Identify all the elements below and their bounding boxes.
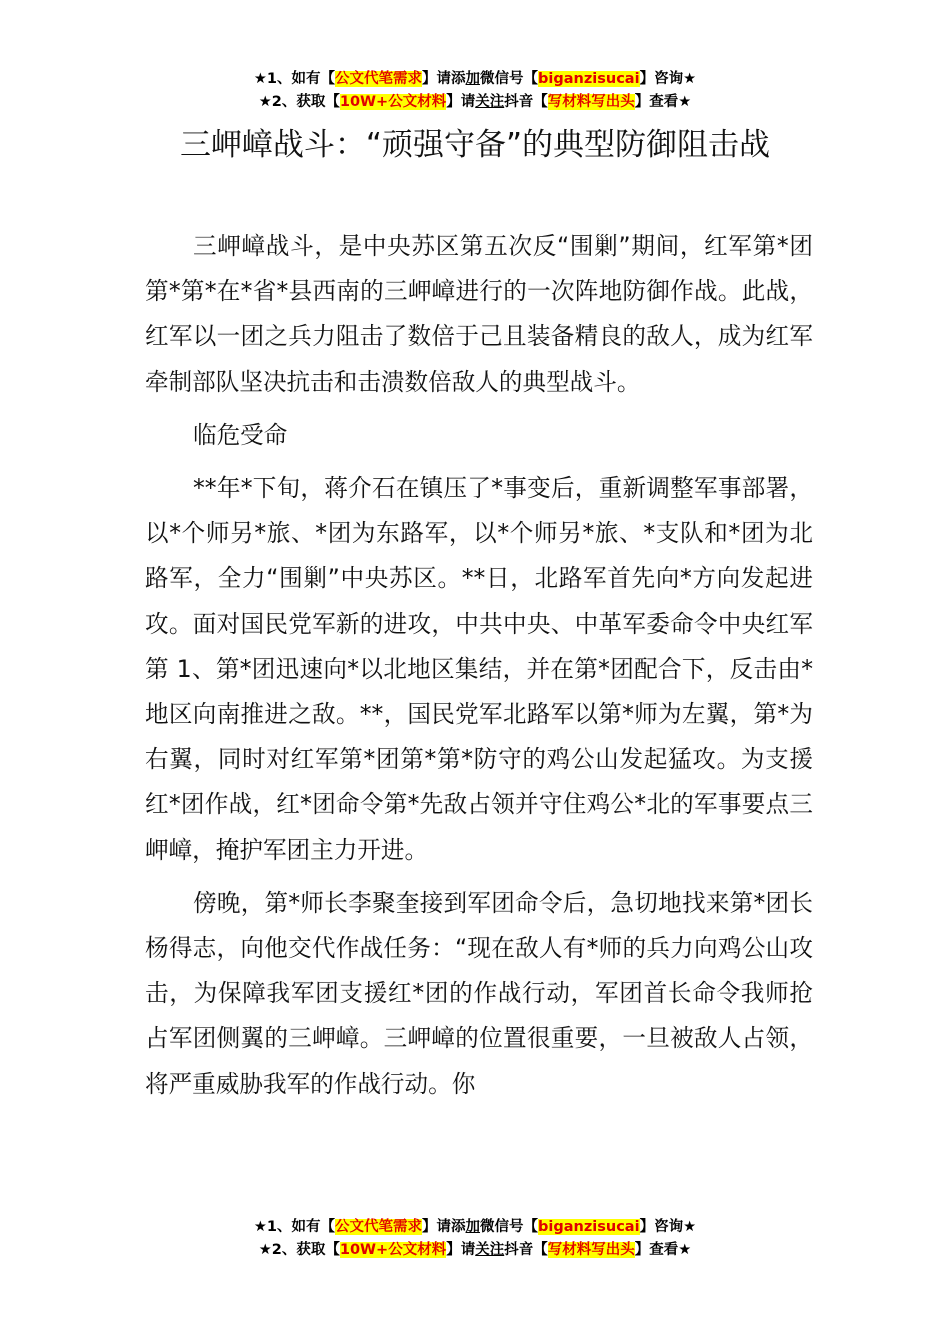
promo-text: ★2、获取【 — [258, 1242, 340, 1258]
promo-text: ★1、如有【 — [253, 1219, 336, 1235]
promo-line-2 — [0, 91, 950, 114]
document-title: 三岬嶂战斗：“顽强守备”的典型防御阻击战 — [179, 127, 771, 163]
promo-text: 】请 — [446, 1242, 476, 1258]
promo-underlined-text: 关注 — [475, 1242, 505, 1258]
promo-highlight: 写材料写出头 — [547, 94, 635, 110]
paragraph-background: **年*下旬，蒋介石在镇压了*事变后，重新调整军事部署，以*个师另*旅、*团为东路军，以*个师另*旅、*支队和*团为北路军，全力“围剿”中央苏区。**日，北路军首先向*方向发起进攻。面对国民党军新的进攻，中共中央、中革军委命令中央红军第 1、第*团迅速向*以北地区集结，并在第*团配合下，反击由*地区向南推进之敌。**，国民党军北路军以第*师为左翼，第*为右翼，同时对红军第*团第*第*防守的鸡公山发起猛攻。为支援红*团作战，红*团命令第*先敌占领并守住鸡公*北的军事要点三岬嶂，掩护军团主力开进。 — [145, 474, 813, 864]
promo-underlined-text: 加 — [465, 1219, 481, 1235]
promo-highlight: biganzisucai — [538, 71, 640, 87]
promo-banner-bottom — [0, 1216, 950, 1262]
promo-highlight: 10W+公文材料 — [339, 94, 447, 110]
promo-text: ★1、如有【 — [253, 71, 336, 87]
promo-text: 微信号【 — [480, 71, 539, 87]
promo-text: 】咨询★ — [639, 1219, 697, 1235]
promo-highlight: 公文代笔需求 — [335, 71, 423, 87]
promo-banner-top — [0, 68, 950, 114]
document-body — [145, 224, 813, 1115]
promo-line-1 — [0, 68, 950, 91]
paragraph-orders: 傍晚，第*师长李聚奎接到军团命令后，急切地找来第*团长杨得志，向他交代作战任务：“现在敌人有*师的兵力向鸡公山攻击，为保障我军团支援红*团的作战行动，军团首长命令我师抢占军团侧翼的三岬嶂。三岬嶂的位置很重要，一旦被敌人占领，将严重威胁我军的作战行动。你 — [145, 888, 813, 1098]
section-heading: 临危受命 — [193, 420, 288, 449]
promo-text: 】查看★ — [634, 1242, 692, 1258]
promo-underlined-text: 关注 — [475, 94, 505, 110]
promo-highlight: 公文代笔需求 — [335, 1219, 423, 1235]
promo-line-1 — [0, 1216, 950, 1239]
promo-text: 抖音【 — [504, 94, 548, 110]
promo-text: 抖音【 — [504, 1242, 548, 1258]
promo-text: 】请添 — [422, 1219, 466, 1235]
promo-highlight: biganzisucai — [538, 1219, 640, 1235]
promo-text: 】查看★ — [634, 94, 692, 110]
promo-text: 】请添 — [422, 71, 466, 87]
promo-line-2 — [0, 1239, 950, 1262]
paragraph-intro: 三岬嶂战斗，是中央苏区第五次反“围剿”期间，红军第*团第*第*在*省*县西南的三岬嶂进行的一次阵地防御作战。此战，红军以一团之兵力阻击了数倍于己且装备精良的敌人，成为红军牵制部队坚决抗击和击溃数倍敌人的典型战斗。 — [145, 232, 813, 396]
promo-text: 】请 — [446, 94, 476, 110]
promo-underlined-text: 加 — [465, 71, 481, 87]
promo-highlight: 10W+公文材料 — [339, 1242, 447, 1258]
promo-highlight: 写材料写出头 — [547, 1242, 635, 1258]
promo-text: 】咨询★ — [639, 71, 697, 87]
promo-text: 微信号【 — [480, 1219, 539, 1235]
promo-text: ★2、获取【 — [258, 94, 340, 110]
